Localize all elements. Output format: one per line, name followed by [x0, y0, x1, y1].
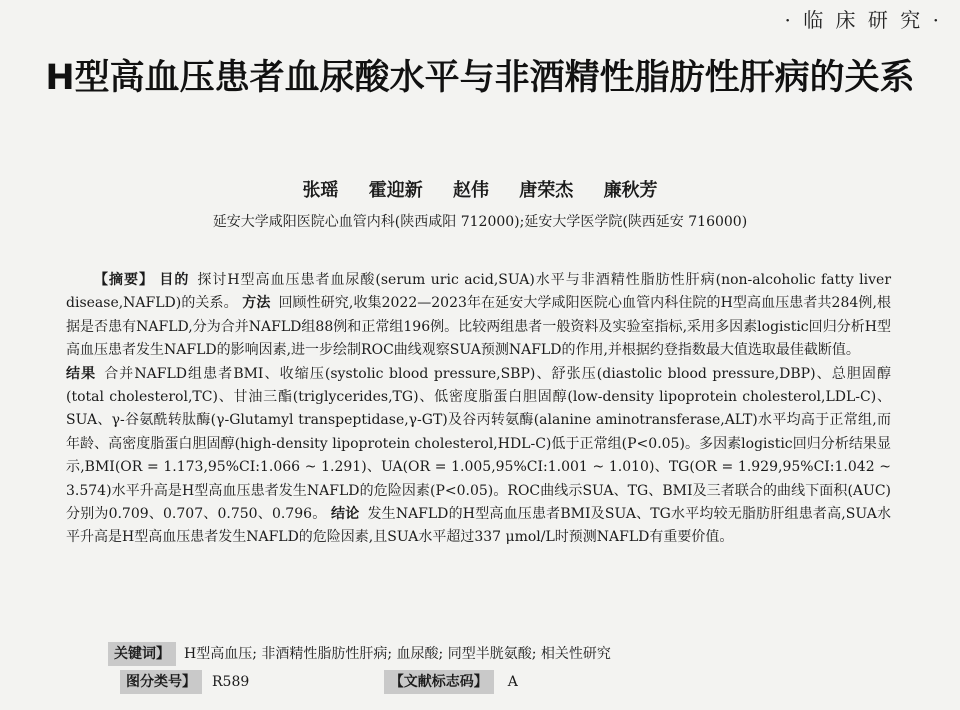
author-list: [0, 176, 960, 202]
objective-label: 目的: [159, 272, 190, 288]
classification-row: [66, 670, 891, 694]
paper-title: H型高血压患者血尿酸水平与非酒精性脂肪性肝病的关系: [45, 58, 915, 98]
conclusion-text: 发生NAFLD的H型高血压患者BMI及SUA、TG水平均较无脂肪肝组患者高,SUA水平升高是H型高血压患者发生NAFLD的危险因素,且SUA水平超过337 μmol/L时预测NAFLD有重要价值。: [66, 506, 891, 546]
results-text: 合并NAFLD组患者BMI、收缩压(systolic blood pressure,SBP)、舒张压(diastolic blood pressure,DBP)、总胆固醇(total cholesterol,TC)、甘油三酯(triglycerides,TG)、低密度脂蛋白胆固醇(low-density lipoprotein cholesterol,LDL-C)、SUA、γ-谷氨酰转肽酶(γ-Glutamyl transpeptidase,γ-GT)及谷丙转氨酶(alanine aminotransferase,ALT)水平均高于正常组,而年龄、高密度脂蛋白胆固醇(high-density lipoprotein cholesterol,HDL-C)低于正常组(P<0.05)。多因素logistic回归分析结果显示,BMI(OR = 1.173,95%CI:1.066 ~ 1.291)、UA(OR = 1.005,95%CI:1.001 ~ 1.010)、TG(OR = 1.929,95%CI:1.042 ~ 3.574)水平升高是H型高血压患者发生NAFLD的危险因素(P<0.05)。ROC曲线示SUA、TG、BMI及三者联合的曲线下面积(AUC)分别为0.709、0.707、0.750、0.796。: [66, 365, 892, 523]
methods-label: 方法: [242, 295, 271, 312]
clc-value: R589: [212, 674, 250, 690]
objective-text: 探讨H型高血压患者血尿酸(serum uric acid,SUA)水平与非酒精性脂肪性肝病(non-alcoholic fatty liver disease,NAFLD)的关系。: [66, 272, 892, 312]
doc-code-label: 【文献标志码】: [384, 670, 494, 694]
methods-text: 回顾性研究,收集2022—2023年在延安大学咸阳医院心血管内科住院的H型高血压患者共284例,根据是否患有NAFLD,分为合并NAFLD组88例和正常组196例。比较两组患者一般资料及实验室指标,采用多因素logistic回归分析H型高血压患者发生NAFLD的影响因素,进一步绘制ROC曲线观察SUA预测NAFLD的作用,并根据约登指数最大值选取最佳截断值。: [66, 295, 892, 359]
author-name: 张瑶: [302, 180, 339, 201]
abstract-label: 【摘要】: [94, 272, 154, 288]
author-name: 唐荣杰: [519, 180, 574, 201]
abstract: [66, 269, 891, 550]
doc-code-value: A: [507, 674, 518, 690]
author-name: 霍迎新: [368, 180, 423, 201]
results-label: 结果: [66, 365, 97, 382]
clc-label: 图分类号】: [120, 670, 202, 694]
keywords-label: 关键词】: [108, 642, 176, 666]
author-name: 廉秋芳: [603, 180, 658, 201]
author-name: 赵伟: [453, 180, 489, 201]
abstract-results: [66, 363, 891, 550]
keywords-row: [66, 642, 891, 666]
abstract-objective-methods: [66, 269, 891, 363]
section-tag: · 临 床 研 究 ·: [784, 8, 942, 32]
keywords-text: H型高血压; 非酒精性脂肪性肝病; 血尿酸; 同型半胱氨酸; 相关性研究: [184, 646, 611, 662]
affiliation: 延安大学咸阳医院心血管内科(陕西咸阳 712000);延安大学医学院(陕西延安 716000): [212, 214, 748, 230]
conclusion-label: 结论: [331, 506, 360, 523]
